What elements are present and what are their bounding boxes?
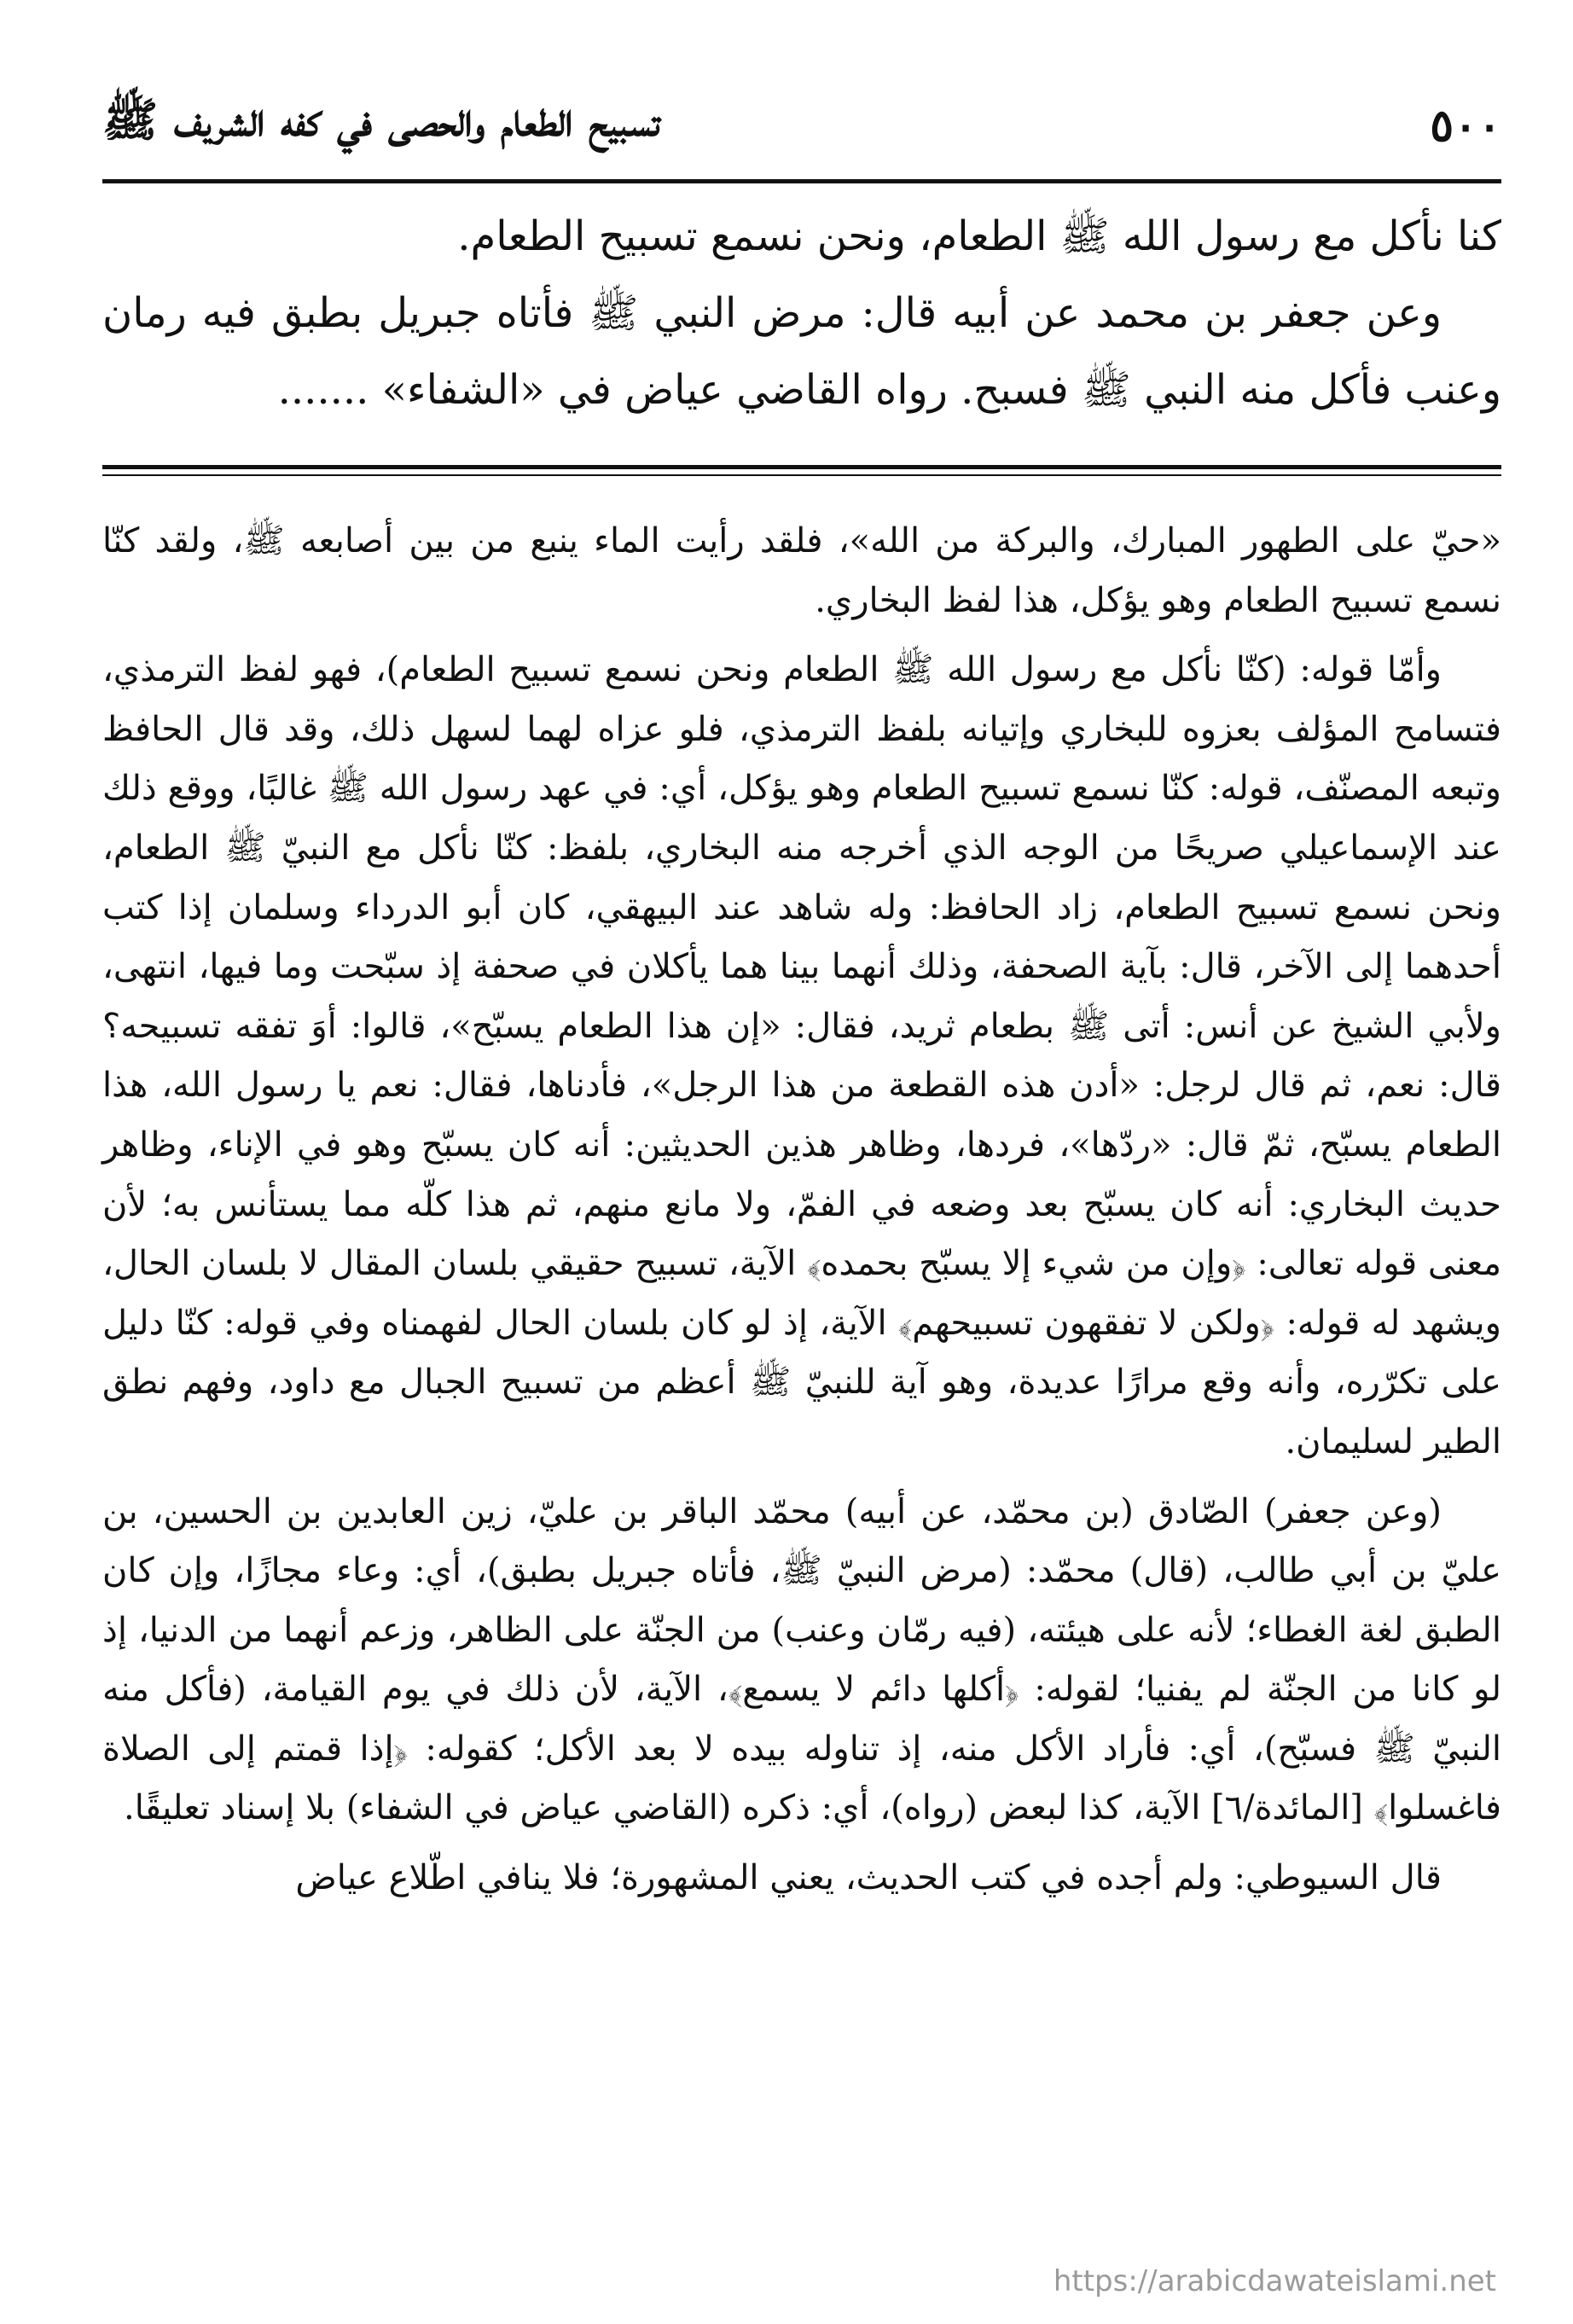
commentary-text [102, 512, 1501, 1919]
main-text [102, 198, 1501, 428]
watermark-url: https://arabicdawateislami.net [1053, 2264, 1496, 2298]
running-title: تسبيح الطعام والحصى في كفه الشريف ﷺ [102, 92, 660, 147]
commentary-paragraph: قال السيوطي: ولم أجده في كتب الحديث، يعني المشهورة؛ فلا ينافي اطّلاع عياض [295, 1858, 1442, 1898]
main-text-paragraph: وعن جعفر بن محمد عن أبيه قال: مرض النبي ﷺ فأتاه جبريل بطبق فيه رمان وعنب فأكل منه النبي ﷺ فسبح. رواه القاضي عياض في «الشفاء» ....... [102, 289, 1501, 414]
commentary-paragraph: «حيّ على الطهور المبارك، والبركة من الله»، فلقد رأيت الماء ينبع من بين أصابعه ﷺ، ولقد كنّا نسمع تسبيح الطعام وهو يؤكل، هذا لفظ البخاري. [102, 521, 1501, 620]
section-divider-thin [102, 474, 1501, 476]
commentary-paragraph: وأمّا قوله: (كنّا نأكل مع رسول الله ﷺ الطعام ونحن نسمع تسبيح الطعام)، فهو لفظ الترمذي، فتسامح المؤلف بعزوه للبخاري وإتيانه بلفظ الترمذي، فلو عزاه لهما لسهل ذلك، وقد قال الحافظ وتبعه المصنّف، قوله: كنّا نسمع تسبيح الطعام وهو يؤكل، أي: في عهد رسول الله ﷺ غالبًا، ووقع ذلك عند الإسماعيلي صريحًا من الوجه الذي أخرجه منه البخاري، بلفظ: كنّا نأكل مع النبيّ ﷺ الطعام، ونحن نسمع تسبيح الطعام، زاد الحافظ: وله شاهد عند البيهقي، كان أبو الدرداء وسلمان إذا كتب أحدهما إلى الآخر، قال: بآية الصحفة، وذلك أنهما بينا هما يأكلان في صحفة إذ سبّحت وما فيها، انتهى، ولأبي الشيخ عن أنس: أتى ﷺ بطعام ثريد، فقال: «إن هذا الطعام يسبّح»، قالوا: أوَ تفقه تسبيحه؟ قال: نعم، ثم قال لرجل: «أدن هذه القطعة من هذا الرجل»، فأدناها، فقال: نعم يا رسول الله، هذا الطعام يسبّح، ثمّ قال: «ردّها»، فردها، وظاهر هذين الحديثين: أنه كان يسبّح وهو في الإناء، وظاهر حديث البخاري: أنه كان يسبّح بعد وضعه في الفمّ، ولا مانع منهم، ثم هذا كلّه مما يستأنس به؛ لأن معنى قوله تعالى: ﴿وإن من شيء إلا يسبّح بحمده﴾ الآية، تسبيح حقيقي بلسان المقال لا بلسان الحال، ويشهد له قوله: ﴿ولكن لا تفقهون تسبيحهم﴾ الآية، إذ لو كان بلسان الحال لفهمناه وفي قوله: كنّا دليل على تكرّره، وأنه وقع مرارًا عديدة، وهو آية للنبيّ ﷺ أعظم من تسبيح الجبال مع داود، وفهم نطق الطير لسليمان. [102, 650, 1501, 1461]
page-number: ٥٠٠ [1430, 99, 1501, 152]
main-text-line: كنا نأكل مع رسول الله ﷺ الطعام، ونحن نسمع تسبيح الطعام. [457, 212, 1501, 260]
page-header [102, 78, 1501, 172]
commentary-paragraph: (وعن جعفر) الصّادق (بن محمّد، عن أبيه) محمّد الباقر بن عليّ، زين العابدين بن الحسين، بن عليّ بن أبي طالب، (قال) محمّد: (مرض النبيّ ﷺ، فأتاه جبريل بطبق)، أي: وعاء مجازًا، وإن كان الطبق لغة الغطاء؛ لأنه على هيئته، (فيه رمّان وعنب) من الجنّة على الظاهر، وزعم أنهما من الدنيا، إذ لو كانا من الجنّة لم يفنيا؛ لقوله: ﴿أكلها دائم لا يسمع﴾، الآية، لأن ذلك في يوم القيامة، (فأكل منه النبيّ ﷺ فسبّح)، أي: فأراد الأكل منه، إذ تناوله بيده لا بعد الأكل؛ كقوله: ﴿إذا قمتم إلى الصلاة فاغسلوا﴾ [المائدة/٦] الآية، كذا لبعض (رواه)، أي: ذكره (القاضي عياض في الشفاء) بلا إسناد تعليقًا. [102, 1491, 1502, 1828]
header-rule [102, 179, 1501, 183]
section-divider [102, 465, 1501, 469]
